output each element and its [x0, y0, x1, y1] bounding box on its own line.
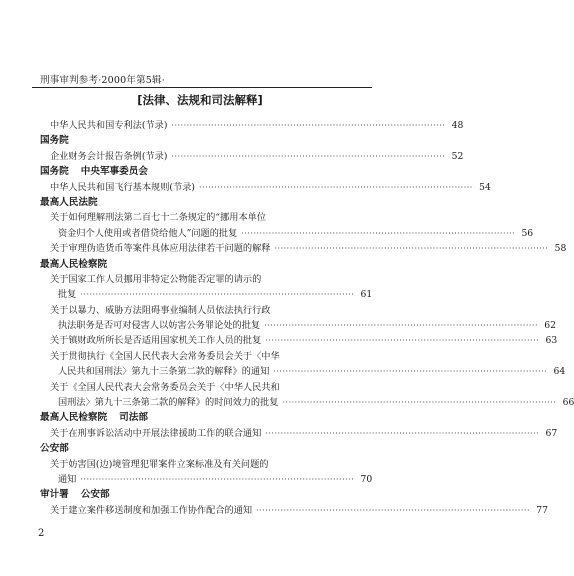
- entry-page-number: 62: [544, 320, 556, 332]
- section-title: [法律、法规和司法解释]: [137, 93, 263, 107]
- authority-name: 最高人民法院: [40, 196, 98, 208]
- entry-page-number: 56: [521, 227, 534, 239]
- toc-entry-line: [38, 333, 558, 348]
- entry-page-number: 52: [451, 150, 464, 162]
- toc-entry-line: [38, 226, 534, 241]
- header-rule: [32, 87, 372, 88]
- entry-title: 国刑法〉第九十三条第二款的解释》的时间效力的批复: [58, 397, 279, 409]
- toc-entry: [38, 318, 556, 333]
- toc-issuing-authority: [38, 441, 364, 456]
- toc-entry: [38, 226, 534, 241]
- entry-title: 关于审理伪造货币等案件具体应用法律若干问题的解释: [50, 243, 271, 255]
- entry-title: 资金归个人使用或者借贷给他人”问题的批复: [58, 227, 238, 239]
- toc-entry-line: [38, 272, 364, 287]
- dot-leader: ··························································································: [241, 228, 516, 238]
- dot-leader: ··························································································: [274, 244, 549, 254]
- entry-page-number: 77: [536, 504, 548, 516]
- toc-entry-line: [38, 118, 464, 133]
- toc-entry-line: [38, 318, 556, 333]
- toc-entry-line: [38, 241, 567, 256]
- authority-heading: [40, 164, 364, 179]
- toc-entry: [38, 118, 464, 133]
- toc-entry-line: [38, 457, 364, 472]
- authority-name: 中央军事委员会: [80, 166, 148, 178]
- toc-entry: [38, 149, 464, 164]
- toc-issuing-authority: [38, 195, 364, 210]
- toc-entry-line: [38, 210, 364, 225]
- toc-entry-line: [38, 395, 574, 410]
- dot-leader: ··························································································: [265, 336, 540, 346]
- entry-page-number: 64: [553, 366, 566, 378]
- authority-name: 国务院: [40, 166, 69, 178]
- toc-entry-line: [38, 180, 491, 195]
- toc-entry: [38, 287, 373, 302]
- toc-entry-line: [38, 287, 373, 302]
- toc-entry: [38, 303, 364, 318]
- authority-name: 最高人民检察院: [40, 412, 108, 424]
- toc-entry: [38, 472, 373, 487]
- entry-title: 中华人民共和国飞行基本规则(节录): [50, 181, 195, 193]
- toc-issuing-authority: [38, 487, 364, 502]
- toc-entry: [38, 364, 566, 379]
- dot-leader: ··························································································: [171, 121, 446, 130]
- entry-title: 关于贯彻执行《全国人民代表大会常务委员会关于〈中华: [50, 350, 280, 362]
- toc-entry: [38, 395, 574, 410]
- toc-issuing-authority: [38, 410, 364, 425]
- toc-entry: [38, 503, 548, 518]
- toc-entry: [38, 426, 558, 441]
- entry-title: 人民共和国刑法〉第九十三条第二款的解释》的通知: [58, 366, 270, 378]
- toc-entry: [38, 380, 364, 395]
- dot-leader: ··························································································: [80, 290, 355, 300]
- toc-entry-line: [38, 364, 566, 379]
- entry-page-number: 67: [545, 427, 558, 439]
- entry-page-number: 54: [479, 181, 491, 193]
- authority-name: 公安部: [80, 489, 110, 501]
- toc-entry: [38, 210, 364, 225]
- toc-issuing-authority: [38, 133, 364, 148]
- toc-entry: [38, 333, 558, 348]
- running-head: 刑事审判参考·2000年第5辑·: [40, 75, 165, 86]
- dot-leader: ··························································································: [256, 505, 530, 515]
- authority-name: 最高人民检察院: [40, 258, 108, 270]
- entry-page-number: 70: [360, 473, 373, 485]
- toc-entry: [38, 349, 364, 364]
- authority-heading: [40, 410, 364, 425]
- table-of-contents: [38, 118, 574, 518]
- entry-title: 关于如何理解刑法第二百七十二条规定的“挪用本单位: [50, 212, 267, 224]
- toc-entry-line: [38, 349, 364, 364]
- entry-page-number: 61: [360, 289, 373, 301]
- authority-heading: [40, 257, 364, 272]
- toc-entry: [38, 457, 364, 472]
- toc-entry-line: [38, 380, 364, 395]
- entry-title: 中华人民共和国专利法(节录): [50, 120, 168, 131]
- entry-title: 关于镇财政所所长是否适用国家机关工作人员的批复: [50, 335, 262, 347]
- authority-heading: [40, 195, 364, 210]
- entry-page-number: 63: [545, 335, 558, 347]
- toc-entry: [38, 180, 491, 195]
- entry-title: 关于《全国人民代表大会常务委员会关于〈中华人民共和: [50, 381, 280, 393]
- toc-entry-line: [38, 472, 373, 487]
- dot-leader: ··························································································: [273, 367, 548, 377]
- entry-title: 关于国家工作人员挪用非特定公物能否定罪的请示的: [50, 273, 262, 285]
- dot-leader: ··························································································: [282, 398, 557, 408]
- authority-heading: [40, 133, 364, 148]
- entry-title: 关于在刑事诉讼活动中开展法律援助工作的联合通知: [50, 427, 262, 439]
- entry-title: 企业财务会计报告条例(节录): [50, 150, 168, 162]
- entry-title: 批复: [58, 289, 77, 301]
- entry-title: 执法职务是否可对侵害人以妨害公务罪论处的批复: [58, 320, 261, 332]
- dot-leader: ··························································································: [198, 182, 473, 192]
- entry-title: 关于妨害国(边)境管理犯罪案件立案标准及有关问题的: [50, 458, 269, 470]
- authority-heading: [40, 441, 364, 456]
- authority-name: 公安部: [40, 443, 69, 455]
- authority-name: 司法部: [119, 412, 148, 424]
- toc-entry-line: [38, 503, 548, 518]
- dot-leader: ··························································································: [264, 321, 538, 331]
- toc-entry-line: [38, 426, 558, 441]
- dot-leader: ··························································································: [80, 474, 355, 484]
- dot-leader: ··························································································: [265, 428, 540, 438]
- toc-entry-line: [38, 149, 464, 164]
- entry-page-number: 66: [562, 397, 574, 409]
- toc-entry: [38, 272, 364, 287]
- toc-entry-line: [38, 303, 364, 318]
- authority-name: 审计署: [40, 489, 69, 501]
- entry-title: 关于以暴力、威胁方法阻碍事业编制人员依法执行行政: [50, 304, 271, 316]
- dot-leader: ··························································································: [171, 151, 446, 161]
- authority-heading: [40, 487, 364, 502]
- entry-page-number: 48: [451, 120, 464, 131]
- authority-name: 国务院: [40, 135, 69, 147]
- toc-issuing-authority: [38, 257, 364, 272]
- entry-page-number: 58: [554, 243, 567, 255]
- entry-title: 关于建立案件移送制度和加强工作协作配合的通知: [50, 504, 253, 516]
- page-number: 2: [38, 528, 45, 539]
- entry-title: 通知: [58, 473, 77, 485]
- toc-entry: [38, 241, 567, 256]
- toc-issuing-authority: [38, 164, 364, 179]
